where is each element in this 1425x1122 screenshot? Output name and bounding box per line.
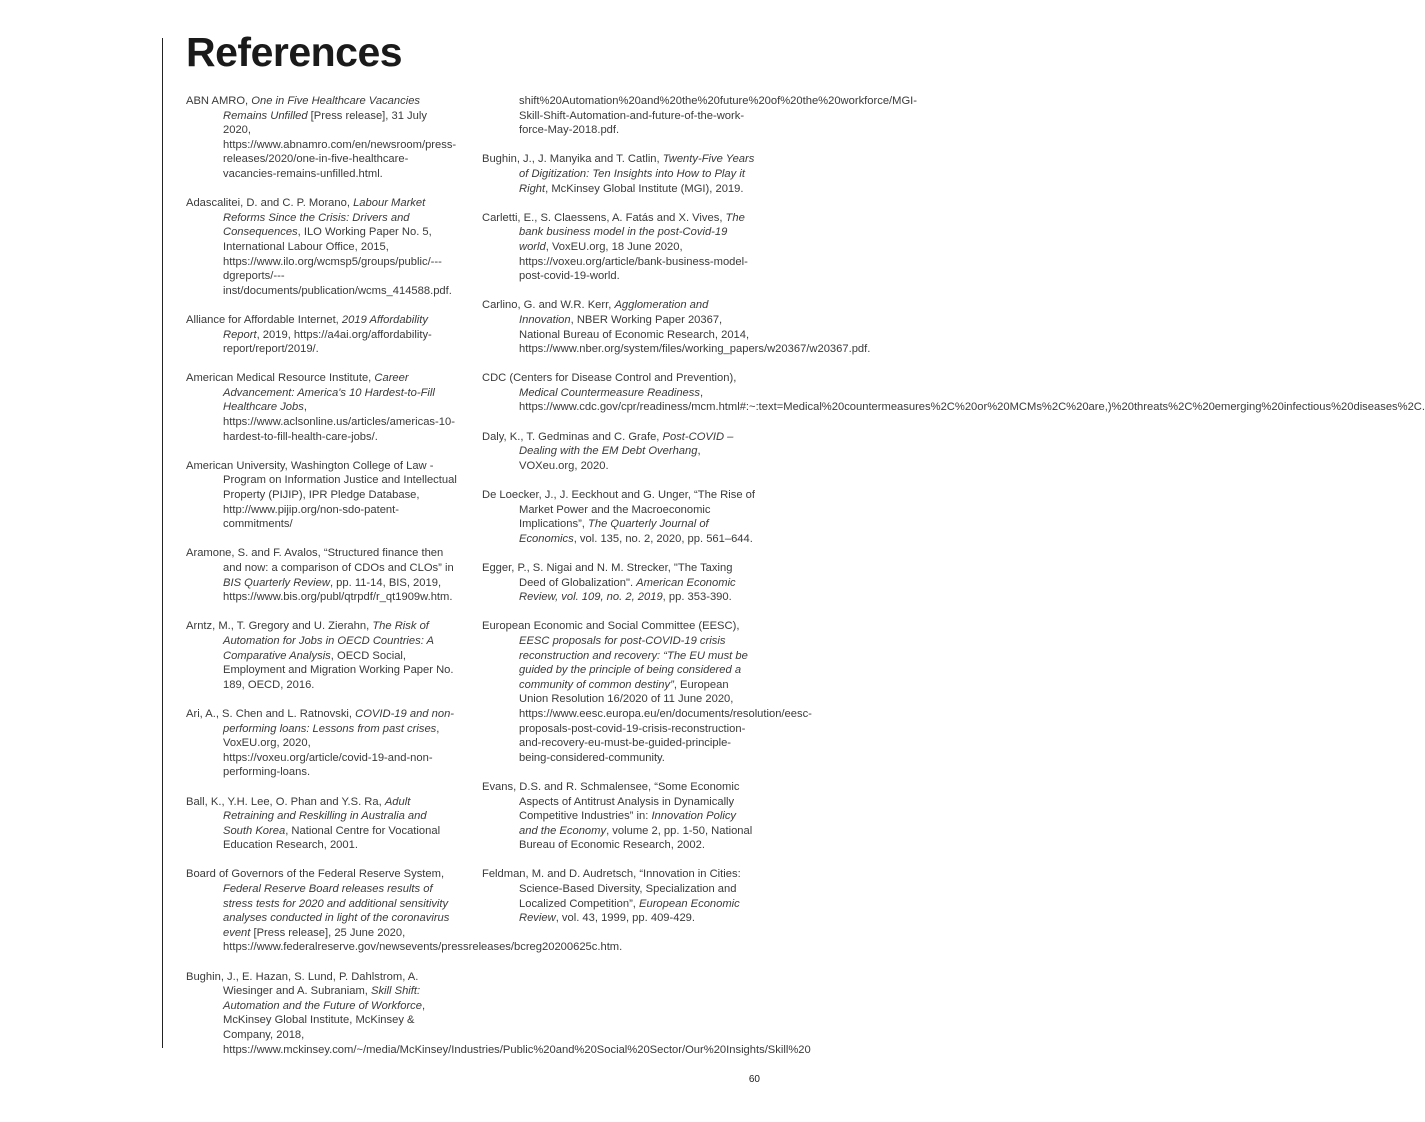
reference-title: Career Advancement: America's 10 Hardest-to-Fill Healthcare Jobs bbox=[223, 372, 435, 414]
reference-details: [Press release], 25 June 2020, https://www.federalreserve.gov/newsevents/pressreleases/bcreg20200625c.htm. bbox=[223, 926, 623, 954]
reference-details: , ILO Working Paper No. 5, International Labour Office, 2015, https://www.ilo.org/wcmsp5/groups/public/---dgreports/---inst/documents/publication/wcms_414588.pdf. bbox=[223, 226, 452, 297]
reference-text: European Economic and Social Committee (EESC), bbox=[482, 620, 740, 633]
reference-text: Evans, D.S. and R. Schmalensee, “Some Economic Aspects of Antitrust Analysis in Dynamically Competitive Industries” in: bbox=[482, 780, 740, 823]
reference-title: Post-COVID – Dealing with the EM Debt Overhang bbox=[519, 430, 734, 458]
reference-entry bbox=[186, 619, 458, 692]
reference-text: CDC (Centers for Disease Control and Prevention), bbox=[482, 372, 737, 385]
references-right-column bbox=[482, 94, 1425, 940]
reference-details: , McKinsey Global Institute (MGI), 2019. bbox=[545, 182, 744, 195]
reference-continuation bbox=[482, 94, 918, 138]
page-number: 60 bbox=[748, 1074, 760, 1085]
reference-details: , OECD Social, Employment and Migration Working Paper No. 189, OECD, 2016. bbox=[223, 649, 454, 691]
reference-entry bbox=[482, 867, 756, 925]
reference-title: The bank business model in the post-Covid-19 world bbox=[519, 211, 745, 253]
reference-title: American Economic Review, vol. 109, no. 2, 2019 bbox=[519, 576, 736, 604]
reference-entry bbox=[482, 371, 1425, 415]
reference-details: , European Union Resolution 16/2020 of 11 June 2020, https://www.eesc.europa.eu/en/documents/resolution/eesc-proposals-post-covid-19-crisis-reconstruction-and-recovery-eu-must-be-guided-principle-being-considered-community. bbox=[519, 678, 812, 764]
reference-title: Adult Retraining and Reskilling in Australia and South Korea bbox=[223, 795, 427, 837]
reference-entry bbox=[482, 211, 756, 284]
reference-entry bbox=[482, 298, 871, 356]
reference-entry bbox=[186, 795, 458, 853]
reference-entry bbox=[186, 707, 458, 780]
reference-text: Egger, P., S. Nigai and N. M. Strecker, "The Taxing Deed of Globalization". bbox=[482, 562, 733, 589]
reference-details: , pp. 11-14, BIS, 2019, https://www.bis.org/publ/qtrpdf/r_qt1909w.htm. bbox=[223, 576, 453, 604]
reference-entry bbox=[186, 94, 458, 182]
reference-title: Medical Countermeasure Readiness bbox=[519, 386, 700, 399]
reference-text: Aramone, S. and F. Avalos, “Structured finance then and now: a comparison of CDOs and CLOs” in bbox=[186, 547, 454, 574]
reference-details: , VoxEU.org, 2020, https://voxeu.org/article/covid-19-and-non-performing-loans. bbox=[223, 722, 440, 779]
reference-title: Labour Market Reforms Since the Crisis: Drivers and Consequences bbox=[223, 197, 426, 239]
reference-title: The Quarterly Journal of Economics bbox=[519, 518, 709, 545]
reference-text: ABN AMRO, bbox=[186, 95, 252, 107]
reference-text: Ball, K., Y.H. Lee, O. Phan and Y.S. Ra, bbox=[186, 795, 385, 808]
reference-entry bbox=[186, 371, 458, 444]
reference-text: Ari, A., S. Chen and L. Ratnovski, bbox=[186, 707, 356, 720]
reference-details: , pp. 353-390. bbox=[662, 591, 732, 604]
reference-title: Innovation Policy and the Economy bbox=[519, 810, 737, 837]
reference-details: [Press release], 31 July 2020, https://www.abnamro.com/en/newsroom/press-releases/2020/one-in-five-healthcare-vacancies-remains-unfilled.html. bbox=[223, 109, 457, 180]
reference-title: The Risk of Automation for Jobs in OECD Countries: A Comparative Analysis bbox=[223, 620, 434, 662]
page-title: References bbox=[186, 29, 403, 75]
reference-entry bbox=[186, 459, 458, 532]
reference-text: shift%20Automation%20and%20the%20future%20of%20the%20workforce/MGI-Skill-Shift-Automation-and-future-of-the-work-force-May-2018.pdf. bbox=[519, 95, 918, 137]
reference-text: De Loecker, J., J. Eeckhout and G. Unger, “The Rise of Market Power and the Macroeconomic Implications”, bbox=[482, 489, 755, 531]
reference-entry bbox=[186, 196, 458, 298]
reference-entry bbox=[482, 619, 812, 765]
reference-entry bbox=[186, 546, 458, 604]
reference-title: One in Five Healthcare Vacancies Remains Unfilled bbox=[223, 95, 421, 122]
reference-details: , NBER Working Paper 20367, National Bureau of Economic Research, 2014, https://www.nber.org/system/files/working_papers/w20367/w20367.pdf. bbox=[519, 313, 871, 356]
reference-details: , McKinsey Global Institute, McKinsey & Company, 2018, https://www.mckinsey.com/~/media/McKinsey/Industries/Public%20and%20Social%20Sector/Our%20Insights/Skill%20 bbox=[223, 999, 811, 1056]
reference-entry bbox=[482, 561, 756, 605]
reference-title: Agglomeration and Innovation bbox=[519, 299, 709, 326]
reference-text: Arntz, M., T. Gregory and U. Zierahn, bbox=[186, 620, 373, 633]
reference-details: , VoxEU.org, 18 June 2020, https://voxeu.org/article/bank-business-model-post-covid-19-world. bbox=[519, 240, 748, 283]
reference-text: Adascalitei, D. and C. P. Morano, bbox=[186, 197, 354, 210]
reference-title: European Economic Review bbox=[519, 897, 740, 925]
reference-title: COVID-19 and non-performing loans: Lessons from past crises bbox=[223, 707, 455, 735]
reference-text: Alliance for Affordable Internet, bbox=[186, 313, 342, 326]
reference-entry bbox=[482, 430, 756, 474]
reference-details: , National Centre for Vocational Education Research, 2001. bbox=[223, 824, 441, 852]
reference-title: Twenty-Five Years of Digitization: Ten Insights into How to Play it Right bbox=[519, 153, 755, 195]
reference-title: 2019 Affordability Report bbox=[223, 313, 428, 341]
reference-text: Feldman, M. and D. Audretsch, “Innovation in Cities: Science-Based Diversity, Specialization and Localized Competition”, bbox=[482, 868, 741, 910]
reference-entry bbox=[186, 313, 458, 357]
reference-details: , https://www.cdc.gov/cpr/readiness/mcm.html#:~:text=Medical%20countermeasures%2C%20or%20MCMs%2C%20are,)%20threats%2C%20emerging%20infectious%20diseases%2C. bbox=[519, 386, 1425, 414]
reference-text: Carletti, E., S. Claessens, A. Fatás and X. Vives, bbox=[482, 211, 726, 224]
reference-text: Daly, K., T. Gedminas and C. Grafe, bbox=[482, 430, 663, 443]
reference-details: , https://www.aclsonline.us/articles/americas-10-hardest-to-fill-health-care-jobs/. bbox=[223, 401, 455, 443]
reference-entry bbox=[482, 488, 756, 546]
reference-title: EESC proposals for post-COVID-19 crisis reconstruction and recovery: “The EU must be guided by the principle of being considered a community of common destiny” bbox=[519, 634, 748, 691]
reference-text: Bughin, J., J. Manyika and T. Catlin, bbox=[482, 153, 663, 166]
reference-text: Bughin, J., E. Hazan, S. Lund, P. Dahlstrom, A. Wiesinger and A. Subraniam, bbox=[186, 970, 419, 998]
reference-text: American Medical Resource Institute, bbox=[186, 372, 375, 385]
reference-text: Board of Governors of the Federal Reserve System, bbox=[186, 868, 445, 881]
reference-title: BIS Quarterly Review bbox=[223, 576, 330, 589]
reference-details: , vol. 135, no. 2, 2020, pp. 561–644. bbox=[573, 532, 753, 545]
reference-text: American University, Washington College of Law - Program on Information Justice and Intellectual Property (PIJIP), IPR Pledge Database, http://www.pijip.org/non-sdo-patent-commitments/ bbox=[186, 459, 457, 531]
reference-details: , vol. 43, 1999, pp. 409-429. bbox=[555, 912, 696, 925]
reference-details: , VOXeu.org, 2020. bbox=[519, 445, 701, 472]
reference-entry bbox=[482, 152, 756, 196]
reference-entry bbox=[482, 780, 756, 853]
reference-text: Carlino, G. and W.R. Kerr, bbox=[482, 299, 615, 312]
reference-details: , volume 2, pp. 1-50, National Bureau of Economic Research, 2002. bbox=[519, 824, 753, 852]
reference-details: , 2019, https://a4ai.org/affordability-report/report/2019/. bbox=[223, 328, 432, 356]
reference-title: Federal Reserve Board releases results of stress tests for 2020 and additional sensitivity analyses conducted in light of the coronavirus event bbox=[223, 883, 450, 939]
vertical-rule bbox=[162, 38, 163, 1048]
reference-entry bbox=[186, 970, 811, 1058]
reference-title: Skill Shift: Automation and the Future of Workforce bbox=[223, 985, 422, 1012]
